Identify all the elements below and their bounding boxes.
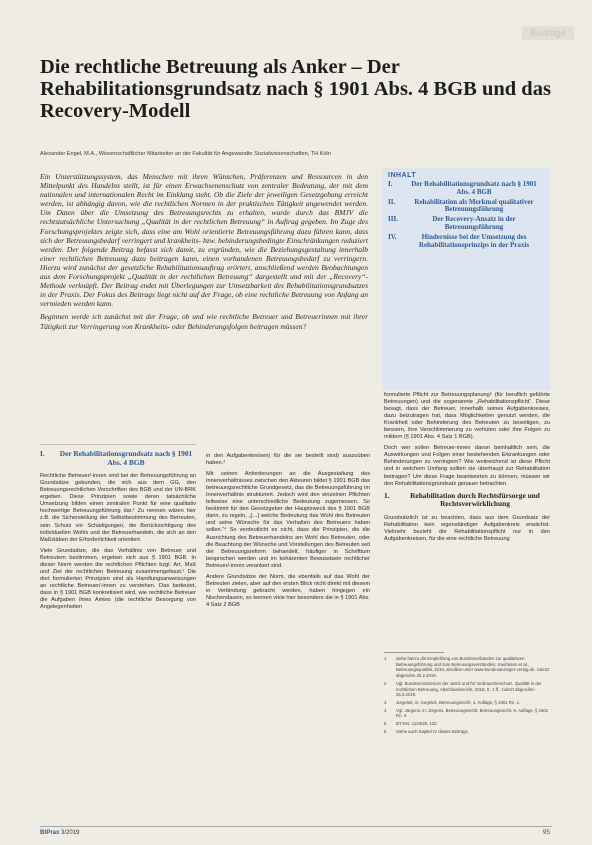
table-of-contents [382,168,550,390]
footer-rule [40,826,552,827]
toc-item-label: Hindernisse bei der Umsetzung des Rehabilitationsprinzips in der Praxis [418,232,530,249]
footnote [384,656,550,679]
footnote-number: 4 [384,707,387,713]
footnote [384,700,550,706]
toc-item-number: IV. [388,232,397,241]
body-paragraph: Rechtliche Betreuer/-innen sind bei der Betreuungsführung an Grundsätze gebunden, die sich aus dem GG, den Betreuungsrechtlichen Vorschriften des BGB und der UN-BRK ergeben. Diese Prinzipien sowie deren tatsächliche Umsetzung bilden einen zentralen Punkt für eine qualitativ hochwertige Betreuungsführung dar.¹ Zu nennen wären hier z.B. die Sicherstellung der Selbstbestimmung des Betreuten, sein Schutz vor Schädigungen, die Berücksichtigung des individuellen Wohls und der Betreuerhandeln, die sich an den Maßstäben der Erforderlichkeit orientiert. [40,473,196,543]
subsection-heading-number: 1. [384,490,390,500]
toc-item-label: Der Rehabilitationsgrundsatz nach § 1901 Abs. 4 BGB [411,180,537,196]
toc-item [388,199,544,215]
body-column-2 [206,453,370,613]
article-title: Die rechtliche Betreuung als Anker – Der Rehabilitationsgrundsatz nach § 1901 Abs. 4 BGB und das Recovery-Modell [40,56,551,122]
toc-item-label: Rehabilitation als Merkmal qualitativer Betreuungsführung [414,197,534,214]
section-divider [40,444,196,445]
footnote-number: 6 [384,728,387,734]
journal-info [40,830,79,836]
journal-issue: 3/2019 [61,830,80,836]
toc-item-number: III. [388,215,398,224]
toc-item-label: Der Recovery-Ansatz in der Betreuungsführung [432,215,516,231]
toc-item-number: II. [388,197,396,206]
page-number: 95 [542,829,550,836]
body-paragraph: Doch wer sollen Betreuer-innen davon beinhaltlich sein, die Auswirkungen und Folgen einer bestehenden Erkrankungen oder Behinderungen zu verringern? Wie weitreichend ist diese Pflicht und in welchem Umfang sollten sie überhaupt zur Rehabilitation beitragen? Um diese Frage beantworten zu können, müssen wir den Rehabilitationsgrundsatz genauer betrachten. [384,445,550,487]
body-paragraph: in den Aufgabenkreisen) für die sie bestellt sind) auszuüben haben.³ [206,453,370,467]
section-heading-number: I. [40,449,45,458]
toc-heading: INHALT [388,172,417,179]
body-paragraph: Viele Grundsätze, die das Verhältnis von Betreuer und Betreutem bestimmen, ergeben sich aus § 1901 BGB. In dieser Norm werden die rechtlichen Pflichten bzgl. Art, Maß und Ziel der rechtlichen Betreuung zusammengefasst.² Die dort formulierten Prinzipien sind als Handlungsanweisungen an rechtliche Betreuer/-innen zu verstehen. Das bedeutet, dass in § 1901 BGB konkretisiert wird, wie rechtliche Betreuer die Aufgaben ihres Amtes (die rechtliche Besorgung von Angelegenheiten [40,547,196,611]
author-line: Alexander Engel, M.A., Wissenschaftlicher Mitarbeiter an der Fakultät für Angewandte Sozialwissenschaften, TH Köln [40,151,331,157]
abstract-paragraph: Ein Unterstützungssystem, das Menschen mit ihren Wünschen, Präferenzen und Ressourcen in den Mittelpunkt des Handelns stellt, ist für einen Erwachsenenschutz von zentraler Bedeutung, der mit dem nationalen und internationalen Recht im Einklang steht. Ob die Ziele der jeweiligen Gesetzgebung erreicht werden, ist abhängig davon, wie die rechtlichen Normen in der praktischen Tätigkeit angewendet werden. Um Daten über die Umsetzung des Betreuungsrechts zu erhalten, wurde durch das BMJV die rechtstatsächliche Untersuchung „Qualität in der rechtlichen Betreuung“ in Auftrag gegeben. Im Zuge des Forschungsprojektes zeigte sich, dass eine am Wohl orientierte Betreuungsführung dazu führen kann, dass sich der Betreuungsbedarf verringert und krankheits- bzw. behinderungsbedingte Einschränkungen reduziert werden. Der folgende Beitrag befasst sich damit, zu ergründen, wie die Beziehungsgestaltung innerhalb einer rechtlichen Betreuung dazu beitragen kann, einen vorhandenen Betreuungsbedarf zu verringern. Hierzu wird zunächst der gesetzliche Rehabilitationsauftrag erörtert, anschließend werden Beobachtungen aus dem Forschungsprojekt „Qualität in der rechtlichen Betreuung“ dargestellt und mit der „Recovery“-Methode verknüpft. Der Beitrag endet mit Überlegungen zur Umsetzbarkeit des Rehabilitationsgrundsatzes in der Praxis. Der Fokus des Beitrags liegt nicht auf der Frage, ob eine rechtliche Betreuung von Anfang an vermieden werden kann. [40,172,368,309]
body-paragraph: Mit seinen Anforderungen an die Ausgestaltung des Innenverhältnisses zwischen den Akteuren bildet § 1901 BGB das betreuungsrechtliche Grundgesetz, das die Betreuungsführung im Innenverhältnis strukturiert. Jedoch wird den einzelnen Pflichten teilweise eine unterschiedliche Bedeutung zugemessen. So bestimmt für den Gesetzgeber der Hauptzweck des § 1901 BGB darin, zu regeln, „[…] welche Bedeutung das Wohl des Betreuten und seine Wünsche für das Verhalten des Betreuers haben sollen.“⁴ So verdeutlicht es nicht, dass die Prinzipien, die die Ausrichtung des Betreuerhandelns am Wohl des Betreuten, oder die Beachtung der Wünsche und Vorstellungen des Betreuten seit der Betreuungsreform behandelt, häufiger in Schrifttum besprochen werden und im kohärenten Bewusstsein rechtlicher Betreuer/-innen verankert sind. [206,471,370,569]
toc-item [388,234,544,250]
section-heading [40,450,196,467]
footnote-number: 1 [384,656,387,661]
footnote-text: Jurgeleit, in: Jurgeleit, Betreuungsrecht, 4. Auflage, § 1901 Rn. 1. [396,699,521,705]
journal-name: BtPrax [40,830,60,836]
footnote [384,708,550,719]
body-column-1 [40,450,196,615]
footnote-text: BT-Drs. 11/4528, 133. [396,721,438,727]
subsection-heading [384,492,550,509]
footnote-rule [384,652,444,653]
subsection-heading-text: Rehabilitation durch Rechtsfürsorge und Rechtsverwirklichung [410,490,540,509]
body-column-3 [384,392,550,547]
section-heading-text: Der Rehabilitationsgrundsatz nach § 1901 Abs. 4 BGB [59,449,193,467]
body-paragraph: formulierte Pflicht zur Betreuungsplanung⁵ (für beruflich geführte Betreuungen) und die sogenannte „Rehabilitationspflicht“. Diese besagt, dass der Betreuer, innerhalb seines Aufgabenkreises, dazu beizutragen hat, dass Möglichkeiten genutzt werden, die Krankheit oder Behinderung des Betreuten zu beseitigen, zu bessern, ihre Verschlimmerung zu verhüten oder ihre Folgen zu mildern (§ 1901 Abs. 4 Satz 1 BGB). [384,392,550,441]
footnote-text: Vgl. Bundesministerium der Justiz und für Verbraucherschutz, Qualität in der rechtlichen Betreuung, Abschlussbericht, 2018, S. 1 ff., zuletzt abgerufen 25.2.2019. [396,680,542,698]
toc-item [388,216,544,232]
body-paragraph: Andere Grundsätze der Norm, die ebenfalls auf das Wohl der Betreuten zielen, aber auf den ersten Blick nicht direkt mit diesem in Verbindung gebracht werden, haben hingegen ein Nischendasein, so kennen viele hier besondere die in § 1901 Abs. 4 Satz 2 BGB [206,573,370,608]
footnotes [384,652,550,736]
footnote-text: Vgl. Jürgens, in: Jürgens, Betreuungsrecht, Betreuungsrecht, 6. Auflage, § 1901 Rn. 4. [396,707,549,719]
footnote [384,729,550,735]
footnote-number: 5 [384,721,387,727]
footnote-text: siehe hierzu die Empfehlung von Bundesverbänden zur qualitativen Betreuungsführung und zum Betreuungsverständnis, Kaufmann et al., Betreuungsqualität, 2018, abrufbar unter www.bundesanzeiger-verlag.de, zuletzt abgerufen 25.2.2019. [396,656,550,679]
footnote [384,721,550,727]
toc-item-number: I. [388,180,393,188]
footnote-number: 3 [384,699,387,705]
abstract [40,172,368,335]
abstract-paragraph: Beginnen werde ich zunächst mit der Frage, ob und wie rechtliche Betreuer und Betreuerinnen mit ihrer Tätigkeit zur Verringerung von Krankheits- oder Behinderungsfolgen beitragen müssen? [40,312,368,331]
body-paragraph: Grundsätzlich ist zu beachten, dass aus dem Grundsatz der Rehabilitation kein eigenständiger Aufgabenkreis erwächst. Vielmehr bezieht die Rehabilitationspflicht nur in den Aufgabenkreisen, für die eine rechtliche Betreuung [384,514,550,542]
toc-list [382,181,550,249]
toc-item [388,181,544,197]
footnote [384,681,550,698]
footnote-number: 2 [384,680,387,686]
footnote-text: Siehe auch Kapitel IV dieses Beitrags. [396,728,469,734]
section-tag: Beiträge [522,26,574,40]
